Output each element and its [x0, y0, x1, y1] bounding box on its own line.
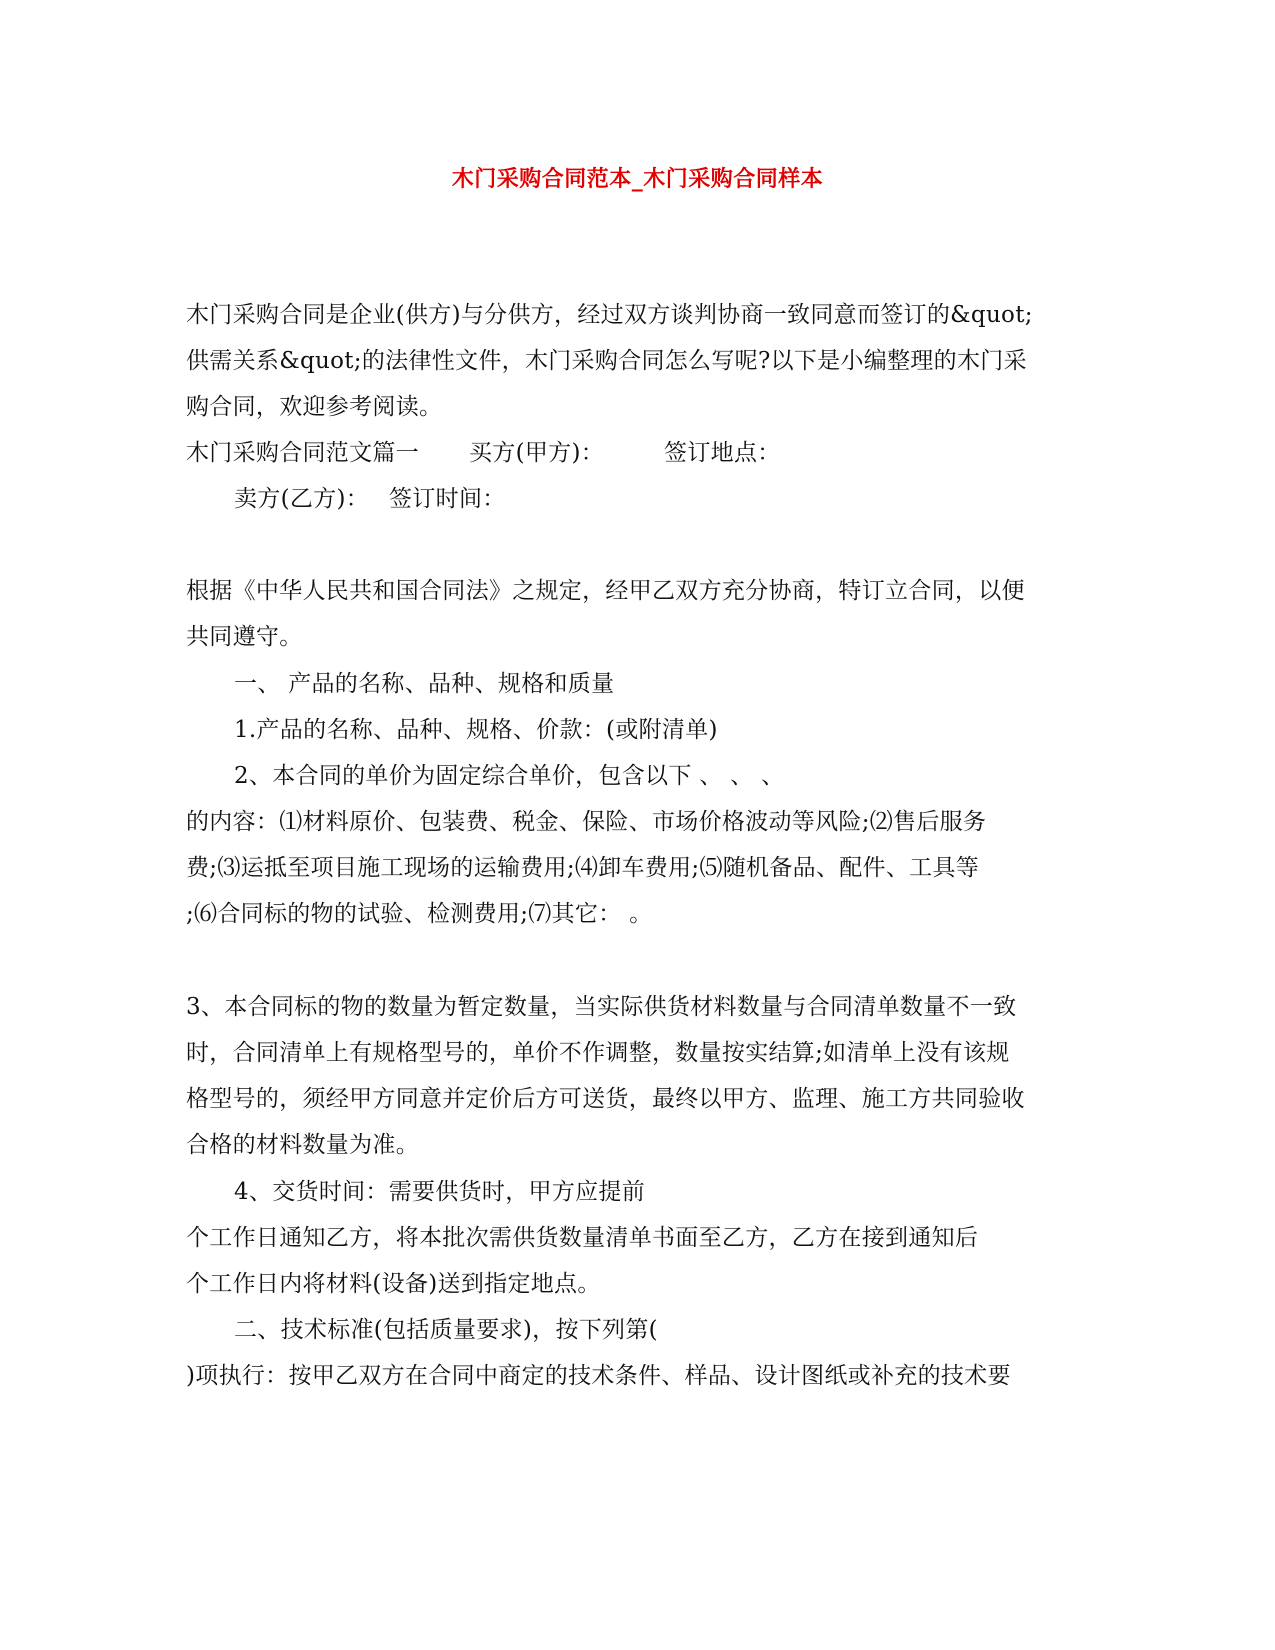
document-title: 木门采购合同范本_木门采购合同样本	[451, 167, 824, 192]
section1-item2-line-2: 的内容：⑴材料原价、包装费、税金、保险、市场价格波动等风险;⑵售后服务	[186, 809, 987, 835]
section1-item3-line-2: 时，合同清单上有规格型号的，单价不作调整，数量按实结算;如清单上没有该规	[186, 1040, 1010, 1066]
section1-item3-line-4: 合格的材料数量为准。	[186, 1132, 419, 1158]
section1-item2-line-1: 2、本合同的单价为固定综合单价，包含以下 、 、 、	[234, 763, 785, 789]
basis-line-1: 根据《中华人民共和国合同法》之规定，经甲乙双方充分协商，特订立合同，以便	[186, 578, 1025, 604]
sign-place-label: 签订地点：	[664, 440, 781, 466]
basis-line-2: 共同遵守。	[186, 624, 303, 650]
section1-item3-line-3: 格型号的，须经甲方同意并定价后方可送货，最终以甲方、监理、施工方共同验收	[186, 1086, 1025, 1112]
section1-item2-line-3: 费;⑶运抵至项目施工现场的运输费用;⑷卸车费用;⑸随机备品、配件、工具等	[186, 855, 980, 881]
section1-item4-line-1: 4、交货时间：需要供货时，甲方应提前	[234, 1179, 646, 1205]
section1-item2-line-4: ;⑹合同标的物的试验、检测费用;⑺其它： 。	[186, 901, 653, 927]
sample-title: 木门采购合同范文篇一	[186, 440, 419, 466]
sign-time-label: 签订时间：	[389, 486, 506, 512]
section1-heading: 一、 产品的名称、品种、规格和质量	[234, 671, 615, 697]
intro-line-1: 木门采购合同是企业(供方)与分供方，经过双方谈判协商一致同意而签订的&quot;	[186, 302, 1033, 328]
buyer-label: 买方(甲方)：	[469, 440, 605, 466]
intro-line-3: 购合同，欢迎参考阅读。	[186, 394, 443, 420]
section1-item4-line-3: 个工作日内将材料(设备)送到指定地点。	[186, 1271, 601, 1297]
section1-item1: 1.产品的名称、品种、规格、价款：(或附清单)	[234, 717, 718, 743]
header-fields-row-1	[186, 436, 781, 470]
section1-item4-line-2: 个工作日通知乙方，将本批次需供货数量清单书面至乙方，乙方在接到通知后	[186, 1225, 979, 1251]
intro-line-2: 供需关系&quot;的法律性文件，木门采购合同怎么写呢?以下是小编整理的木门采	[186, 348, 1027, 374]
seller-label: 卖方(乙方)：	[234, 486, 370, 512]
section2-line-2: )项执行：按甲乙双方在合同中商定的技术条件、样品、设计图纸或补充的技术要	[186, 1363, 1011, 1389]
section2-heading: 二、技术标准(包括质量要求)，按下列第(	[234, 1317, 658, 1343]
section1-item3-line-1: 3、本合同标的物的数量为暂定数量，当实际供货材料数量与合同清单数量不一致	[186, 994, 1017, 1020]
header-fields-row-2	[234, 482, 506, 516]
